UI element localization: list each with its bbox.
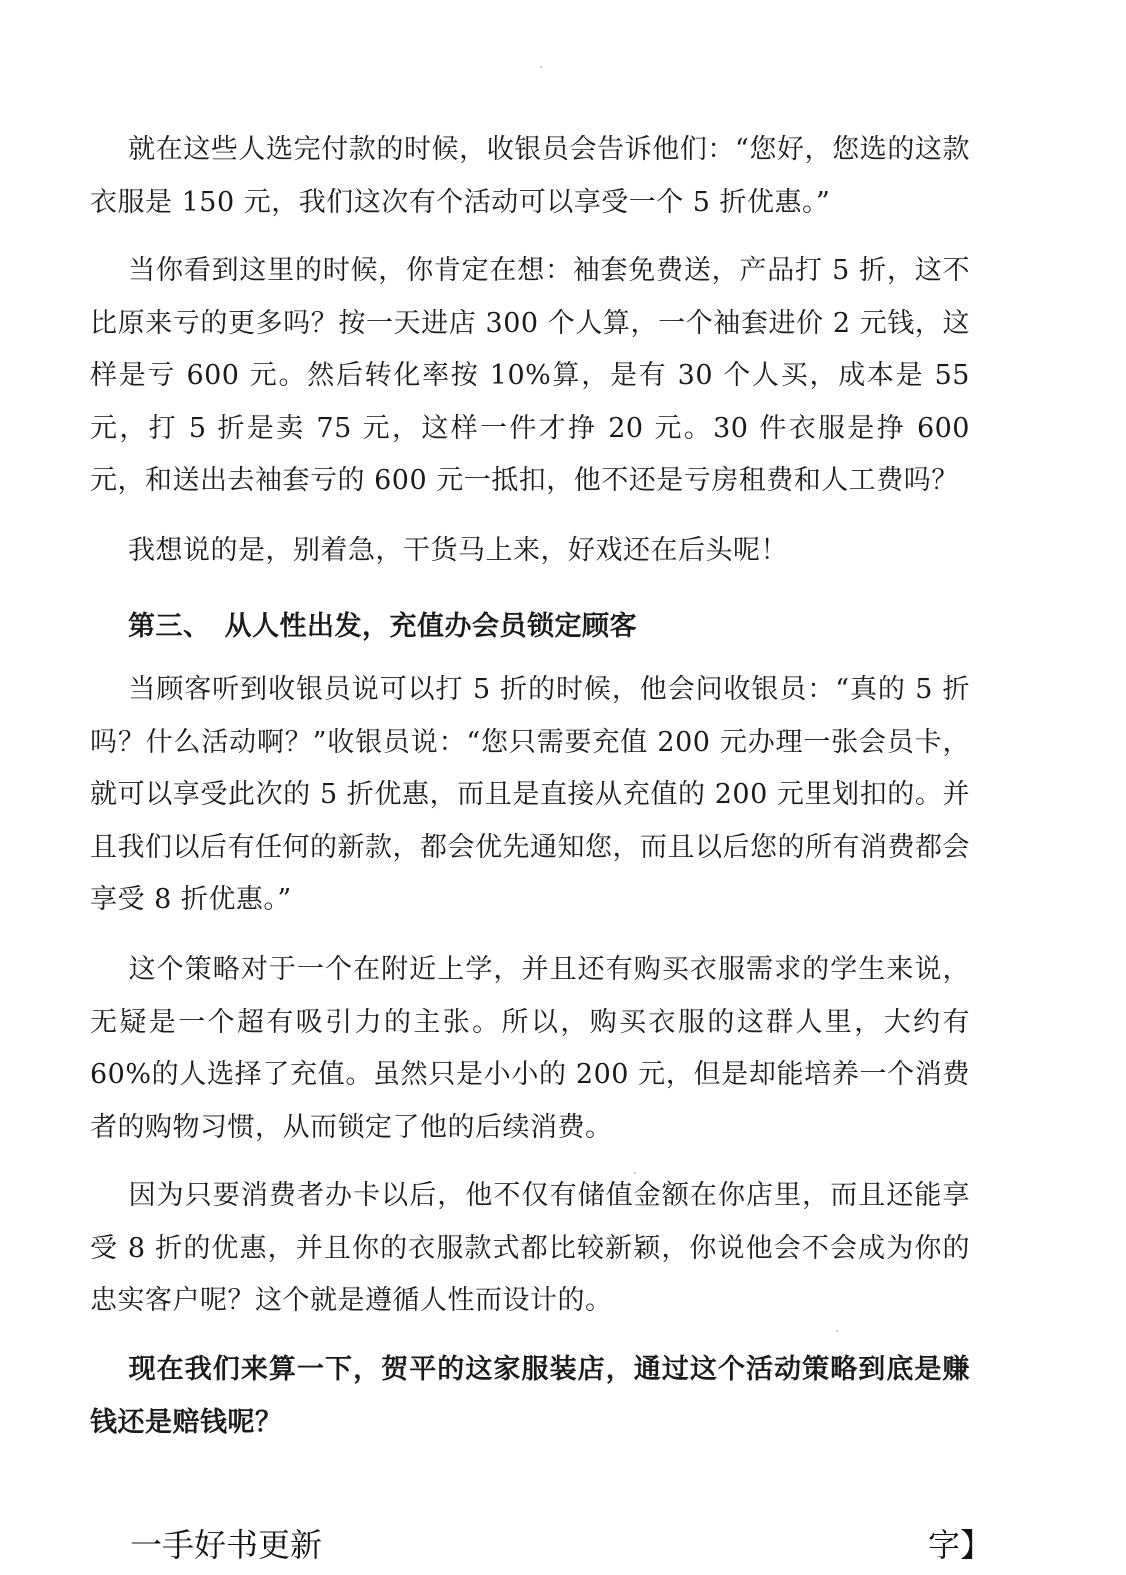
scan-speck [836, 1330, 838, 1332]
paragraph-wait [90, 525, 970, 578]
scan-speck [634, 1172, 636, 1174]
paragraph-cashier [90, 664, 970, 927]
paragraph-loyalty-text: 因为只要消费者办卡以后，他不仅有储值金额在你店里，而且还能享受 8 折的优惠，并且你的衣服款式都比较新颖，你说他会不会成为你的忠实客户呢？这个就是遵循人性而设计的。 [90, 1180, 970, 1316]
footer-left-text: 一手好书更新 [130, 1526, 323, 1564]
paragraph-loyalty [90, 1170, 970, 1328]
footer-right-text: 字】 [928, 1526, 993, 1564]
paragraph-calculation-text: 当你看到这里的时候，你肯定在想：袖套免费送，产品打 5 折，这不比原来亏的更多吗？按一天进店 300 个人算，一个袖套进价 2 元钱，这样是亏 600 元。然后转化率按 10%算，是有 30 个人买，成本是 55 元，打 5 折是卖 75 元，这样一件才挣 20 元。30 件衣服是挣 600 元，和送出去袖套亏的 600 元一抵扣，他不还是亏房租费和人工费吗？ [90, 255, 970, 496]
paragraph-cashier-text: 当顾客听到收银员说可以打 5 折的时候，他会问收银员：“真的 5 折吗？什么活动啊？”收银员说：“您只需要充值 200 元办理一张会员卡，就可以享受此次的 5 折优惠，而且是直接从充值的 200 元里划扣的。并且我们以后有任何的新款，都会优先通知您，而且以后您的所有消费都会享受 8 折优惠。” [90, 674, 970, 915]
paragraph-strategy [90, 944, 970, 1154]
paragraph-question [90, 1344, 970, 1449]
section-heading: 第三、 从人性出发，充值办会员锁定顾客 [128, 611, 637, 642]
scan-speck [540, 66, 542, 68]
paragraph-payment-text: 就在这些人选完付款的时候，收银员会告诉他们：“您好，您选的这款衣服是 150 元，我们这次有个活动可以享受一个 5 折优惠。” [90, 134, 970, 218]
paragraph-question-text: 现在我们来算一下，贺平的这家服装店，通过这个活动策略到底是赚钱还是赔钱呢？ [90, 1354, 970, 1438]
paragraph-strategy-text: 这个策略对于一个在附近上学，并且还有购买衣服需求的学生来说，无疑是一个超有吸引力的主张。所以，购买衣服的这群人里，大约有 60%的人选择了充值。虽然只是小小的 200 元，但是却能培养一个消费者的购物习惯，从而锁定了他的后续消费。 [90, 954, 970, 1143]
paragraph-calculation [90, 245, 970, 508]
paragraph-payment [90, 124, 970, 229]
paragraph-wait-text: 我想说的是，别着急，干货马上来，好戏还在后头呢！ [128, 535, 788, 566]
